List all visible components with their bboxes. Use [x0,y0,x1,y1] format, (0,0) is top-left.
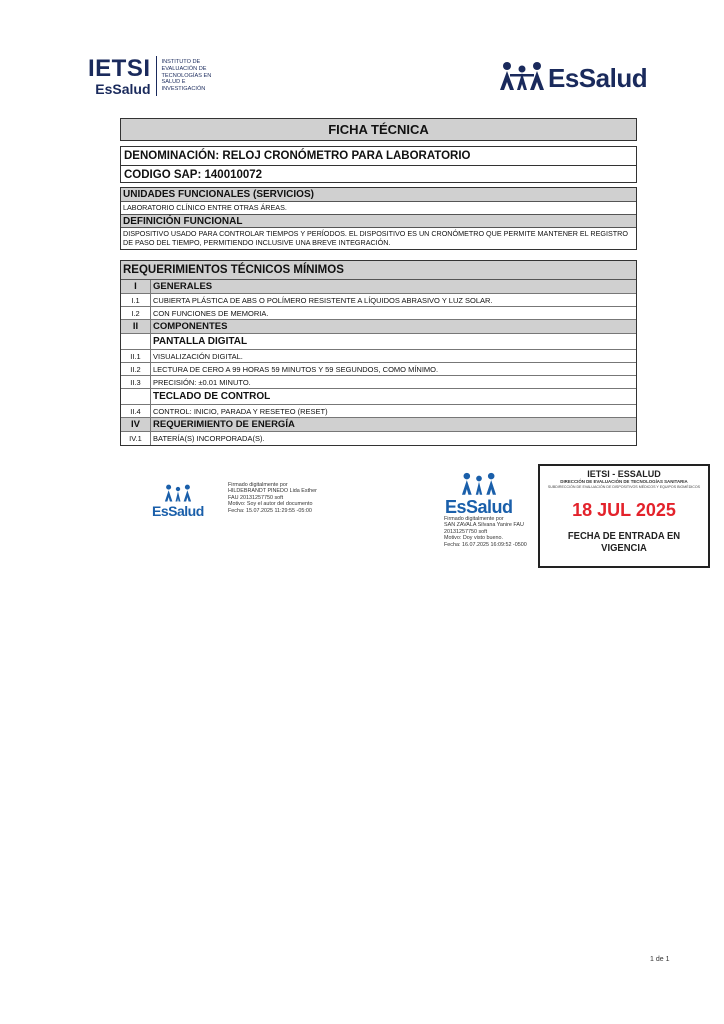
table-row [121,376,636,389]
ietsi-desc-line: SALUD E [161,79,186,86]
ietsi-logo-word: IETSI [88,54,151,82]
signature-line: FAU 20131257750 soft [228,494,284,501]
row-label: PANTALLA DIGITAL [153,336,248,347]
ietsi-desc-line: TECNOLOGÍAS EN [161,72,212,79]
row-text: CUBIERTA PLÁSTICA DE ABS O POLÍMERO RESISTENTE A LÍQUIDOS ABRASIVO Y LUZ SOLAR. [153,296,493,305]
signature-line: SAN ZAVALA Silvana Yanire FAU [444,522,524,529]
row-number: IV [121,418,151,431]
row-label: COMPONENTES [153,321,228,332]
stamp-subtitle: DIRECCIÓN DE EVALUACIÓN DE TECNOLOGÍAS SANITARIA [560,479,688,484]
ietsi-logo [88,56,222,96]
stamp-date: 18 JUL 2025 [572,499,676,520]
ietsi-desc-line: INSTITUTO DE [161,59,201,66]
functional-definition-heading: DEFINICIÓN FUNCIONAL [121,214,636,228]
row-number-empty [121,334,151,349]
family-icon [459,472,499,498]
ietsi-logo-separator [156,56,157,96]
row-text: BATERÍA(S) INCORPORADA(S). [153,434,265,443]
essalud-logo [498,60,647,96]
digital-signature-text-2 [444,516,544,548]
essalud-logo-word: EsSalud [445,497,513,517]
ietsi-logo-subword: EsSalud [95,80,151,97]
row-label: REQUERIMIENTO DE ENERGÍA [153,419,295,430]
row-number: I [121,280,151,293]
requirements-heading: REQUERIMIENTOS TÉCNICOS MÍNIMOS [121,261,636,280]
ietsi-desc-line: EVALUACIÓN DE [161,65,207,72]
signature-logo-2 [445,472,513,516]
denomination-box [120,146,637,183]
table-row-category [121,320,636,334]
row-text: CONTROL: INICIO, PARADA Y RESETEO (RESET) [153,407,328,416]
signature-line: Firmado digitalmente por [228,482,288,488]
row-text: VISUALIZACIÓN DIGITAL. [153,352,243,361]
functional-section [120,187,637,250]
family-icon [498,60,546,96]
stamp-footer: FECHA DE ENTRADA EN VIGENCIA [567,529,681,554]
essalud-logo-word: EsSalud [548,62,648,93]
functional-units-heading: UNIDADES FUNCIONALES (SERVICIOS) [121,188,636,202]
row-number: II.3 [121,376,151,388]
table-row-subheading [121,334,636,350]
row-number: II [121,320,151,333]
row-label: GENERALES [153,281,213,292]
table-row-category [121,418,636,432]
row-number: II.2 [121,363,151,375]
row-number: I.1 [121,294,151,306]
signature-logo-1 [152,484,204,518]
requirements-table [120,260,637,446]
sap-code: CODIGO SAP: 140010072 [121,165,636,183]
row-number: I.2 [121,307,151,319]
table-row [121,432,636,445]
row-label: TECLADO DE CONTROL [153,391,271,402]
family-icon [163,484,193,504]
row-text: PRECISIÓN: ±0.01 MINUTO. [153,378,251,387]
table-row [121,405,636,418]
functional-units-text: LABORATORIO CLÍNICO ENTRE OTRAS ÁREAS. [123,203,287,212]
signature-line: Motivo: Soy el autor del documento [228,501,313,508]
table-row-subheading [121,389,636,405]
table-row [121,307,636,320]
table-row [121,350,636,363]
signature-line: 20131257750 soft [444,528,488,535]
row-number: II.4 [121,405,151,417]
signature-line: HILDEBRANDT PINEDO Lida Esther [228,488,317,495]
signature-line: Fecha: 15.07.2025 11:29:55 -05:00 [228,507,312,514]
signature-line: Fecha: 16.07.2025 16:09:52 -0500 [444,541,527,548]
essalud-logo-word: EsSalud [152,503,204,519]
digital-signature-text-1 [228,482,338,514]
signature-line: Motivo: Doy visto bueno. [444,535,504,542]
stamp-subtitle-small: SUBDIRECCIÓN DE EVALUACIÓN DE DISPOSITIVOS MÉDICOS Y EQUIPOS BIOMÉDICOS [547,484,701,489]
table-row [121,294,636,307]
signature-line: Firmado digitalmente por [444,516,504,522]
ietsi-desc-line: INVESTIGACIÓN [161,86,206,93]
table-row-category [121,280,636,294]
row-number: II.1 [121,350,151,362]
ietsi-logo-description [162,59,222,93]
page-number: 1 de 1 [650,956,670,963]
stamp-title: IETSI - ESSALUD [587,469,661,479]
effective-date-stamp [538,464,710,568]
row-text: CON FUNCIONES DE MEMORIA. [153,309,269,318]
row-text: LECTURA DE CERO A 99 HORAS 59 MINUTOS Y 59 SEGUNDOS, COMO MÍNIMO. [153,365,439,374]
denomination: DENOMINACIÓN: RELOJ CRONÓMETRO PARA LABORATORIO [124,150,471,162]
row-number-empty [121,389,151,404]
table-row [121,363,636,376]
document-title: FICHA TÉCNICA [120,118,637,141]
functional-definition-text: DISPOSITIVO USADO PARA CONTROLAR TIEMPOS Y PERÍODOS. EL DISPOSITIVO ES UN CRONÓMETRO QUE PERMITE MANTENER EL REGISTRO DE PASO DEL TIEMPO, PERMITIENDO INCLUSIVE UNA BREVE INTEGRACIÓN. [123,228,628,247]
row-number: IV.1 [121,432,151,445]
